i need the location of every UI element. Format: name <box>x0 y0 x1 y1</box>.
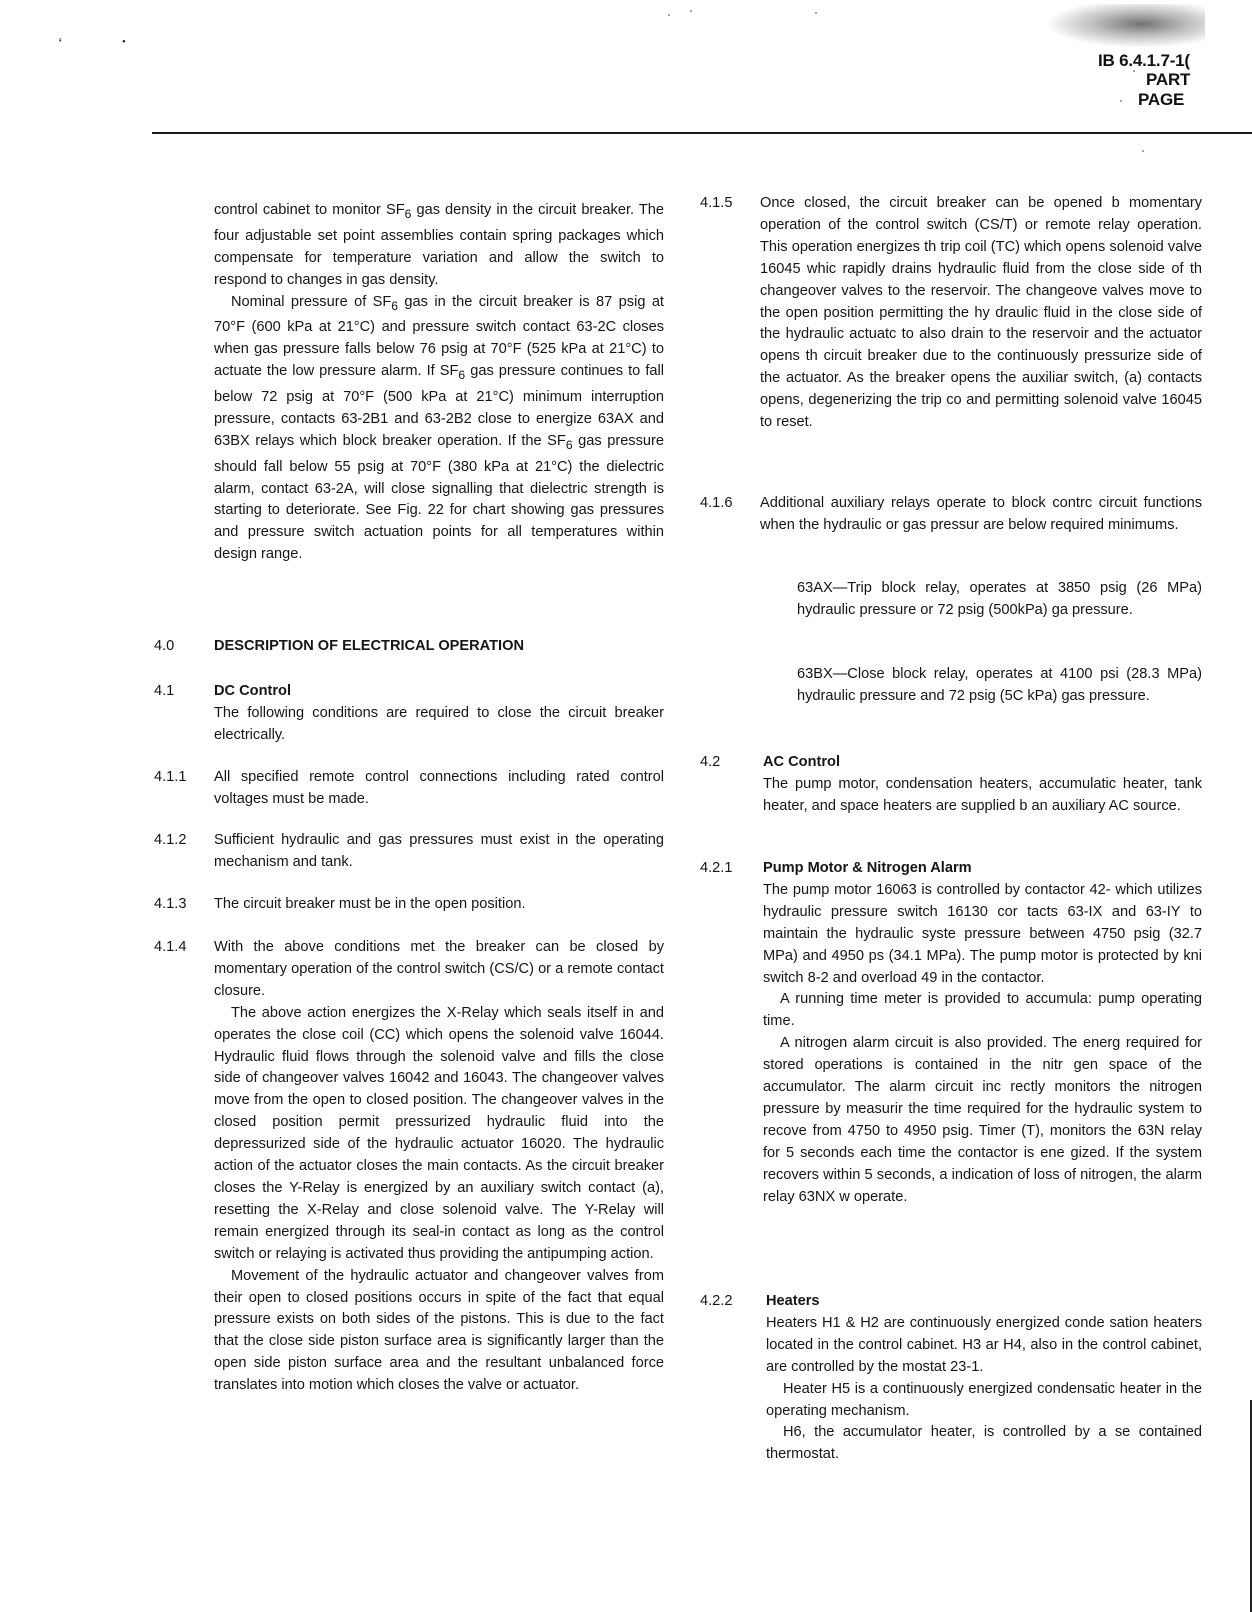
section-4-1-5 <box>700 193 1202 434</box>
section-4-2-1 <box>700 858 1202 1209</box>
relay-63bx <box>797 664 1202 708</box>
scan-speckle <box>690 10 692 12</box>
doc-number: IB 6.4.1.7-1( <box>1098 51 1190 70</box>
scan-smudge <box>1045 4 1205 48</box>
heaters-paragraph: Heaters H1 & H2 are continuously energized conde sation heaters located in the control cabinet. H3 ar H4, also in the control cabinet, are controlled by the mostat 23-1. <box>766 1314 1202 1375</box>
section-text: The circuit breaker must be in the open position. <box>214 896 526 912</box>
section-4-1-4 <box>154 937 664 1397</box>
section-4-1-3 <box>154 894 664 916</box>
section-number: 4.2 <box>700 754 721 770</box>
section-4-1-1 <box>154 767 664 811</box>
nominal-pressure-paragraph: Nominal pressure of $SF_6$ gas in the circuit breaker is 87 psig at 70°F (600 kPa at 21°C) and pressure switch contact 63-2C closes when gas pressure falls below 76 psig at 70°F (525 kPa at 21°C) to actuate the low pressure alarm. If $SF_6$ gas pressure continues to fall below 72 psig at 70°F (500 kPa at 21°C) minimum interruption pressure, contacts 63-2B1 and 63-2B2 close to energize 63AX and 63BX relays which block breaker operation. If the $SF_6$ gas pressure should fall below 55 psig at 70°F (380 kPa at 21°C) the dielectric alarm, contact 63-2A, will close signalling that dielectric strength is starting to deteriorate. See Fig. 22 for chart showing gas pressures and pressure switch actuation points for all temperatures within design range. <box>214 293 664 563</box>
section-4-1-2 <box>154 830 664 874</box>
section-4-2-2 <box>700 1291 1202 1466</box>
section-number: 4.2.2 <box>700 1293 733 1309</box>
scan-speckle <box>1142 150 1144 152</box>
section-number: 4.1.3 <box>154 896 187 912</box>
section-title: DC Control <box>214 683 292 699</box>
section-title: Heaters <box>766 1293 820 1309</box>
section-text: With the above conditions met the breaker can be closed by momentary operation of the control switch (CS/C) or a remote contact closure. <box>214 939 664 999</box>
section-text: The pump motor, condensation heaters, accumulatic heater, tank heater, and space heaters are supplied b an auxiliary AC source. <box>763 775 1202 814</box>
relay-63ax <box>797 578 1202 622</box>
section-number: 4.1 <box>154 683 175 699</box>
section-number: 4.0 <box>154 638 175 654</box>
section-4-2 <box>700 752 1202 818</box>
scan-speckle <box>668 14 670 16</box>
nitrogen-alarm-paragraph: A nitrogen alarm circuit is also provided. The energ required for stored operations is contained in the nitr gen space of the accumulator. The alarm circuit inc rectly monitors the nitrogen pressure by measurir the time required for the hydraulic system to recove from 4750 to 4950 psig. Timer (T), monitors the 63N relay for 5 seconds each time the contactor is ene gized. If the system recovers within 5 seconds, a indication of loss of nitrogen, the alarm relay 63NX w operate. <box>763 1035 1202 1205</box>
section-text: Once closed, the circuit breaker can be opened b momentary operation of the control switch (CS/T) or remote relay operation. This operation energizes th trip coil (TC) which opens solenoid valve 16045 whic rapidly drains hydraulic fluid from the close side of th changeover valves to the reservoir. The changeove valves move to the open position permitting the hy draulic fluid in the close side of the hydraulic actuatc to also drain to the reservoir and the actuator opens th circuit breaker due to the continuously pressurize side of the actuator. As the breaker opens the auxiliar switch, (a) contacts opens, degenerizing the trip co and permitting solenoid valve 16045 to reset. <box>760 195 1202 431</box>
scan-mark-dot: • <box>122 36 126 48</box>
section-text: Sufficient hydraulic and gas pressures must exist in the operating mechanism and tank. <box>214 832 664 870</box>
left-continuation <box>214 200 664 566</box>
section-number: 4.1.1 <box>154 769 187 785</box>
section-number: 4.2.1 <box>700 860 733 876</box>
time-meter-paragraph: A running time meter is provided to accumula: pump operating time. <box>763 991 1202 1030</box>
section-title: Pump Motor & Nitrogen Alarm <box>763 860 972 876</box>
page-label: PAGE <box>1138 90 1185 109</box>
section-text: Additional auxiliary relays operate to block contrc circuit functions when the hydraulic or gas pressur are below required minimums. <box>760 495 1202 533</box>
section-number: 4.1.2 <box>154 832 187 848</box>
actuator-paragraph: Movement of the hydraulic actuator and changeover valves from their open to closed positions occurs in spite of the fact that equal pressure exists on both sides of the pistons. This is due to the fact that the close side piston surface area is significantly larger than the open side piston surface area and the resultant unbalanced force translates into motion which closes the valve or actuator. <box>214 1267 664 1394</box>
section-4-0 <box>154 636 664 658</box>
scan-speckle <box>815 12 817 14</box>
scan-speckle <box>1133 70 1135 72</box>
section-4-1 <box>154 681 664 747</box>
section-text: The following conditions are required to close the circuit breaker electrically. <box>214 704 664 743</box>
heater-h6-paragraph: H6, the accumulator heater, is controlled by a se contained thermostat. <box>766 1424 1202 1463</box>
section-title: AC Control <box>763 754 841 770</box>
heater-h5-paragraph: Heater H5 is a continuously energized condensatic heater in the operating mechanism. <box>766 1380 1202 1419</box>
xrelay-paragraph: The above action energizes the X-Relay which seals itself in and operates the close coil (CC) which opens the solenoid valve 16044. Hydraulic fluid flows through the solenoid valve and fills the close side of changeover valves 16042 and 16043. The changeover valves move from the open to closed position. The changeover valves in the closed position permit pressurized hydraulic fluid into the depressurized side of the hydraulic actuator 16020. The hydraulic action of the actuator closes the main contacts. As the circuit breaker closes the Y-Relay is energized by an auxiliary switch contact (a), resetting the X-Relay and close solenoid valve. The Y-Relay will remain energized through its seal-in contact as long as the control switch or relaying is activated thus providing the antipumping action. <box>214 1004 664 1262</box>
scan-speckle <box>1120 100 1122 102</box>
section-4-1-6 <box>700 493 1202 537</box>
section-number: 4.1.6 <box>700 495 733 511</box>
relay-63ax-text: 63AX—Trip block relay, operates at 3850 psig (26 MPa) hydraulic pressure or 72 psig (500kPa) ga pressure. <box>797 580 1202 618</box>
scan-mark-left: ‘ <box>58 36 63 51</box>
section-text: All specified remote control connections including rated control voltages must be made. <box>214 769 664 807</box>
relay-63bx-text: 63BX—Close block relay, operates at 4100 psi (28.3 MPa) hydraulic pressure and 72 psig (5C kPa) gas pressure. <box>797 666 1202 704</box>
section-title: DESCRIPTION OF ELECTRICAL OPERATION <box>214 638 524 654</box>
section-number: 4.1.4 <box>154 939 187 955</box>
header-rule <box>152 132 1252 134</box>
part-label: PART <box>1146 70 1191 89</box>
section-number: 4.1.5 <box>700 195 733 211</box>
continued-paragraph: control cabinet to monitor $SF_6$ gas density in the circuit breaker. The four adjustable set point assemblies contain spring packages which compensate for temperature variation and allow the switch to respond to changes in gas density. <box>214 202 665 288</box>
pump-motor-paragraph: The pump motor 16063 is controlled by contactor 42- which utilizes hydraulic pressure switch 16130 cor tacts 63-IX and 63-IY to maintain the hydraulic syste pressure between 4750 psig (32.7 MPa) and 4950 ps (34.1 MPa). The pump motor is protected by kni switch 8-2 and overload 49 in the contactor. <box>763 881 1202 986</box>
